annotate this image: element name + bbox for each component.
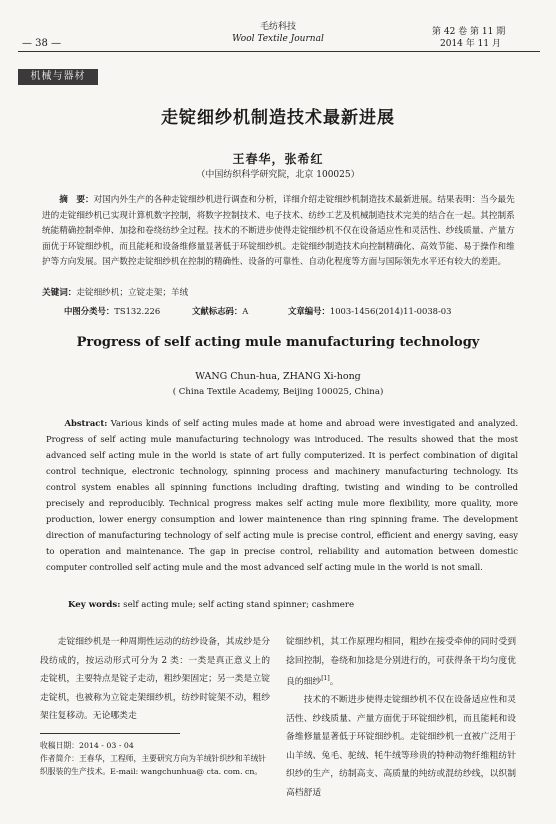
body-column-left bbox=[40, 633, 270, 726]
clc-number: 中图分类号：TS132.226 bbox=[64, 306, 161, 316]
authors-cn: 王春华，张希红 bbox=[232, 152, 324, 166]
affiliation-cn: （中国纺织科学研究院，北京 100025） bbox=[196, 170, 360, 180]
issue-date: 2014 年 11 月 bbox=[440, 39, 501, 49]
reference-marker[interactable]: [1] bbox=[321, 675, 330, 682]
affiliation-en: ( China Textile Academy, Beijing 100025, China) bbox=[172, 387, 384, 397]
body-column-right bbox=[286, 633, 516, 802]
received-date: 收稿日期：2014 - 03 - 04 bbox=[40, 741, 134, 750]
abstract-cn-text: 对国内外生产的各种走锭细纱机进行调查和分析，详细介绍走锭细纱机制造技术最新进展。结果表明：当今最先进的走锭细纱机已实现计算机数字控制，将数字控制技术、电子技术、纺纱工艺及机械制造技术完美的结合在一起。其控制系统能精确控制牵伸、加捻和卷绕纺纱全过程。技术的不断进步使得走锭细纱机不仅在设备适应性和灵活性、纱线质量、产量方面优于环锭细纱机，而且能耗和设备维修量显著低于环锭细纱机。走锭细纱制造技术向控制精确化、高效节能、易于操作和维护等方向发展。国产数控走锭细纱机在控制的精确性、设备的可靠性、自动化程度等方面与国际领先水平还有较大的差距。 bbox=[42, 195, 515, 267]
keywords-cn-label: 关键词： bbox=[42, 288, 77, 298]
footnote bbox=[40, 739, 272, 778]
keywords-en-label: Key words: bbox=[68, 600, 121, 610]
keywords-cn-text: 走锭细纱机；立锭走架；羊绒 bbox=[76, 288, 189, 298]
section-tag: 机械与器材 bbox=[18, 69, 98, 85]
volume-issue: 第 42 卷 第 11 期 bbox=[432, 27, 506, 37]
title-cn: 走锭细纱机制造技术最新进展 bbox=[161, 108, 395, 128]
body-paragraph: 锭细纱机，其工作原理均相同，粗纱在接受牵伸的同时受到捻回控制，卷绕和加捻是分别进行的，可获得条干均匀度优良的细纱[1]。 bbox=[286, 637, 516, 687]
title-en: Progress of self acting mule manufacturing technology bbox=[76, 335, 480, 350]
keywords-cn bbox=[42, 286, 520, 302]
keywords-en-text: self acting mule; self acting stand spinner; cashmere bbox=[120, 600, 355, 610]
author-bio: 作者简介：王春华，工程师，主要研究方向为羊绒针织纱和羊绒针织服装的生产技术。E-mail: wangchunhua@ cta. com. cn。 bbox=[40, 754, 267, 776]
body-paragraph: 技术的不断进步使得走锭细纱机不仅在设备适应性和灵活性、纱线质量、产量方面优于环锭细纱机，而且能耗和设备维修量显著低于环锭细纱机。走锭细纱机一直被广泛用于山羊绒、兔毛、驼绒、牦牛绒等珍贵的特种动物纤维粗纺针织纱的生产，纺制高支、高质量的纯纺或混纺纱线，以织制高档舒适 bbox=[286, 695, 516, 798]
abstract-cn bbox=[42, 193, 520, 271]
keywords-en bbox=[68, 600, 354, 610]
footnote-rule bbox=[40, 733, 180, 734]
header-rule bbox=[18, 51, 540, 52]
abstract-en-text: Various kinds of self acting mules made at home and abroad were investigated and analyzed. Progress of self acting mule manufacturing technology was introduced. The results showed that the most advanced self acting mule in the world is state of art fully computerized. It is perfect combination of digital control technique, electronic technology, spinning process and machinery manufacturing technology. Its control system enables all spinning functions including drafting, twisting and winding to be controlled precisely and reproducibly. Technical progress makes self acting mule more flexibility, more quality, more production, lower energy consumption and lower maintenence than ring spinning frame. The development direction of manufacturing technology of self acting mule is precise control, efficient and energy saving, easy to operation and maintenance. The gap in precise control, reliability and automation between domestic computer controlled self acting mule and the most advanced self acting mule in the world is not small. bbox=[46, 418, 518, 572]
journal-name-en: Wool Textile Journal bbox=[232, 34, 324, 44]
article-id: 文章编号：1003-1456(2014)11-0038-03 bbox=[288, 306, 452, 316]
journal-name-cn: 毛纺科技 bbox=[259, 22, 296, 32]
abstract-en-label: Abstract: bbox=[64, 418, 108, 428]
authors-en: WANG Chun-hua, ZHANG Xi-hong bbox=[195, 371, 361, 382]
abstract-en bbox=[46, 415, 518, 575]
body-paragraph: 走锭细纱机是一种周期性运动的纺纱设备，其成纱是分段纺成的，按运动形式可分为 2 类：一类是真正意义上的走锭机，主要特点是锭子走动，粗纱架固定；另一类是立锭走锭机，也被称为立锭走架细纱机，纺纱时锭架不动，粗纱架往复移动。无论哪类走 bbox=[40, 637, 270, 721]
document-code: 文献标志码：A bbox=[192, 306, 249, 316]
abstract-cn-label: 摘 要： bbox=[59, 195, 94, 205]
page-number: — 38 — bbox=[22, 38, 62, 49]
